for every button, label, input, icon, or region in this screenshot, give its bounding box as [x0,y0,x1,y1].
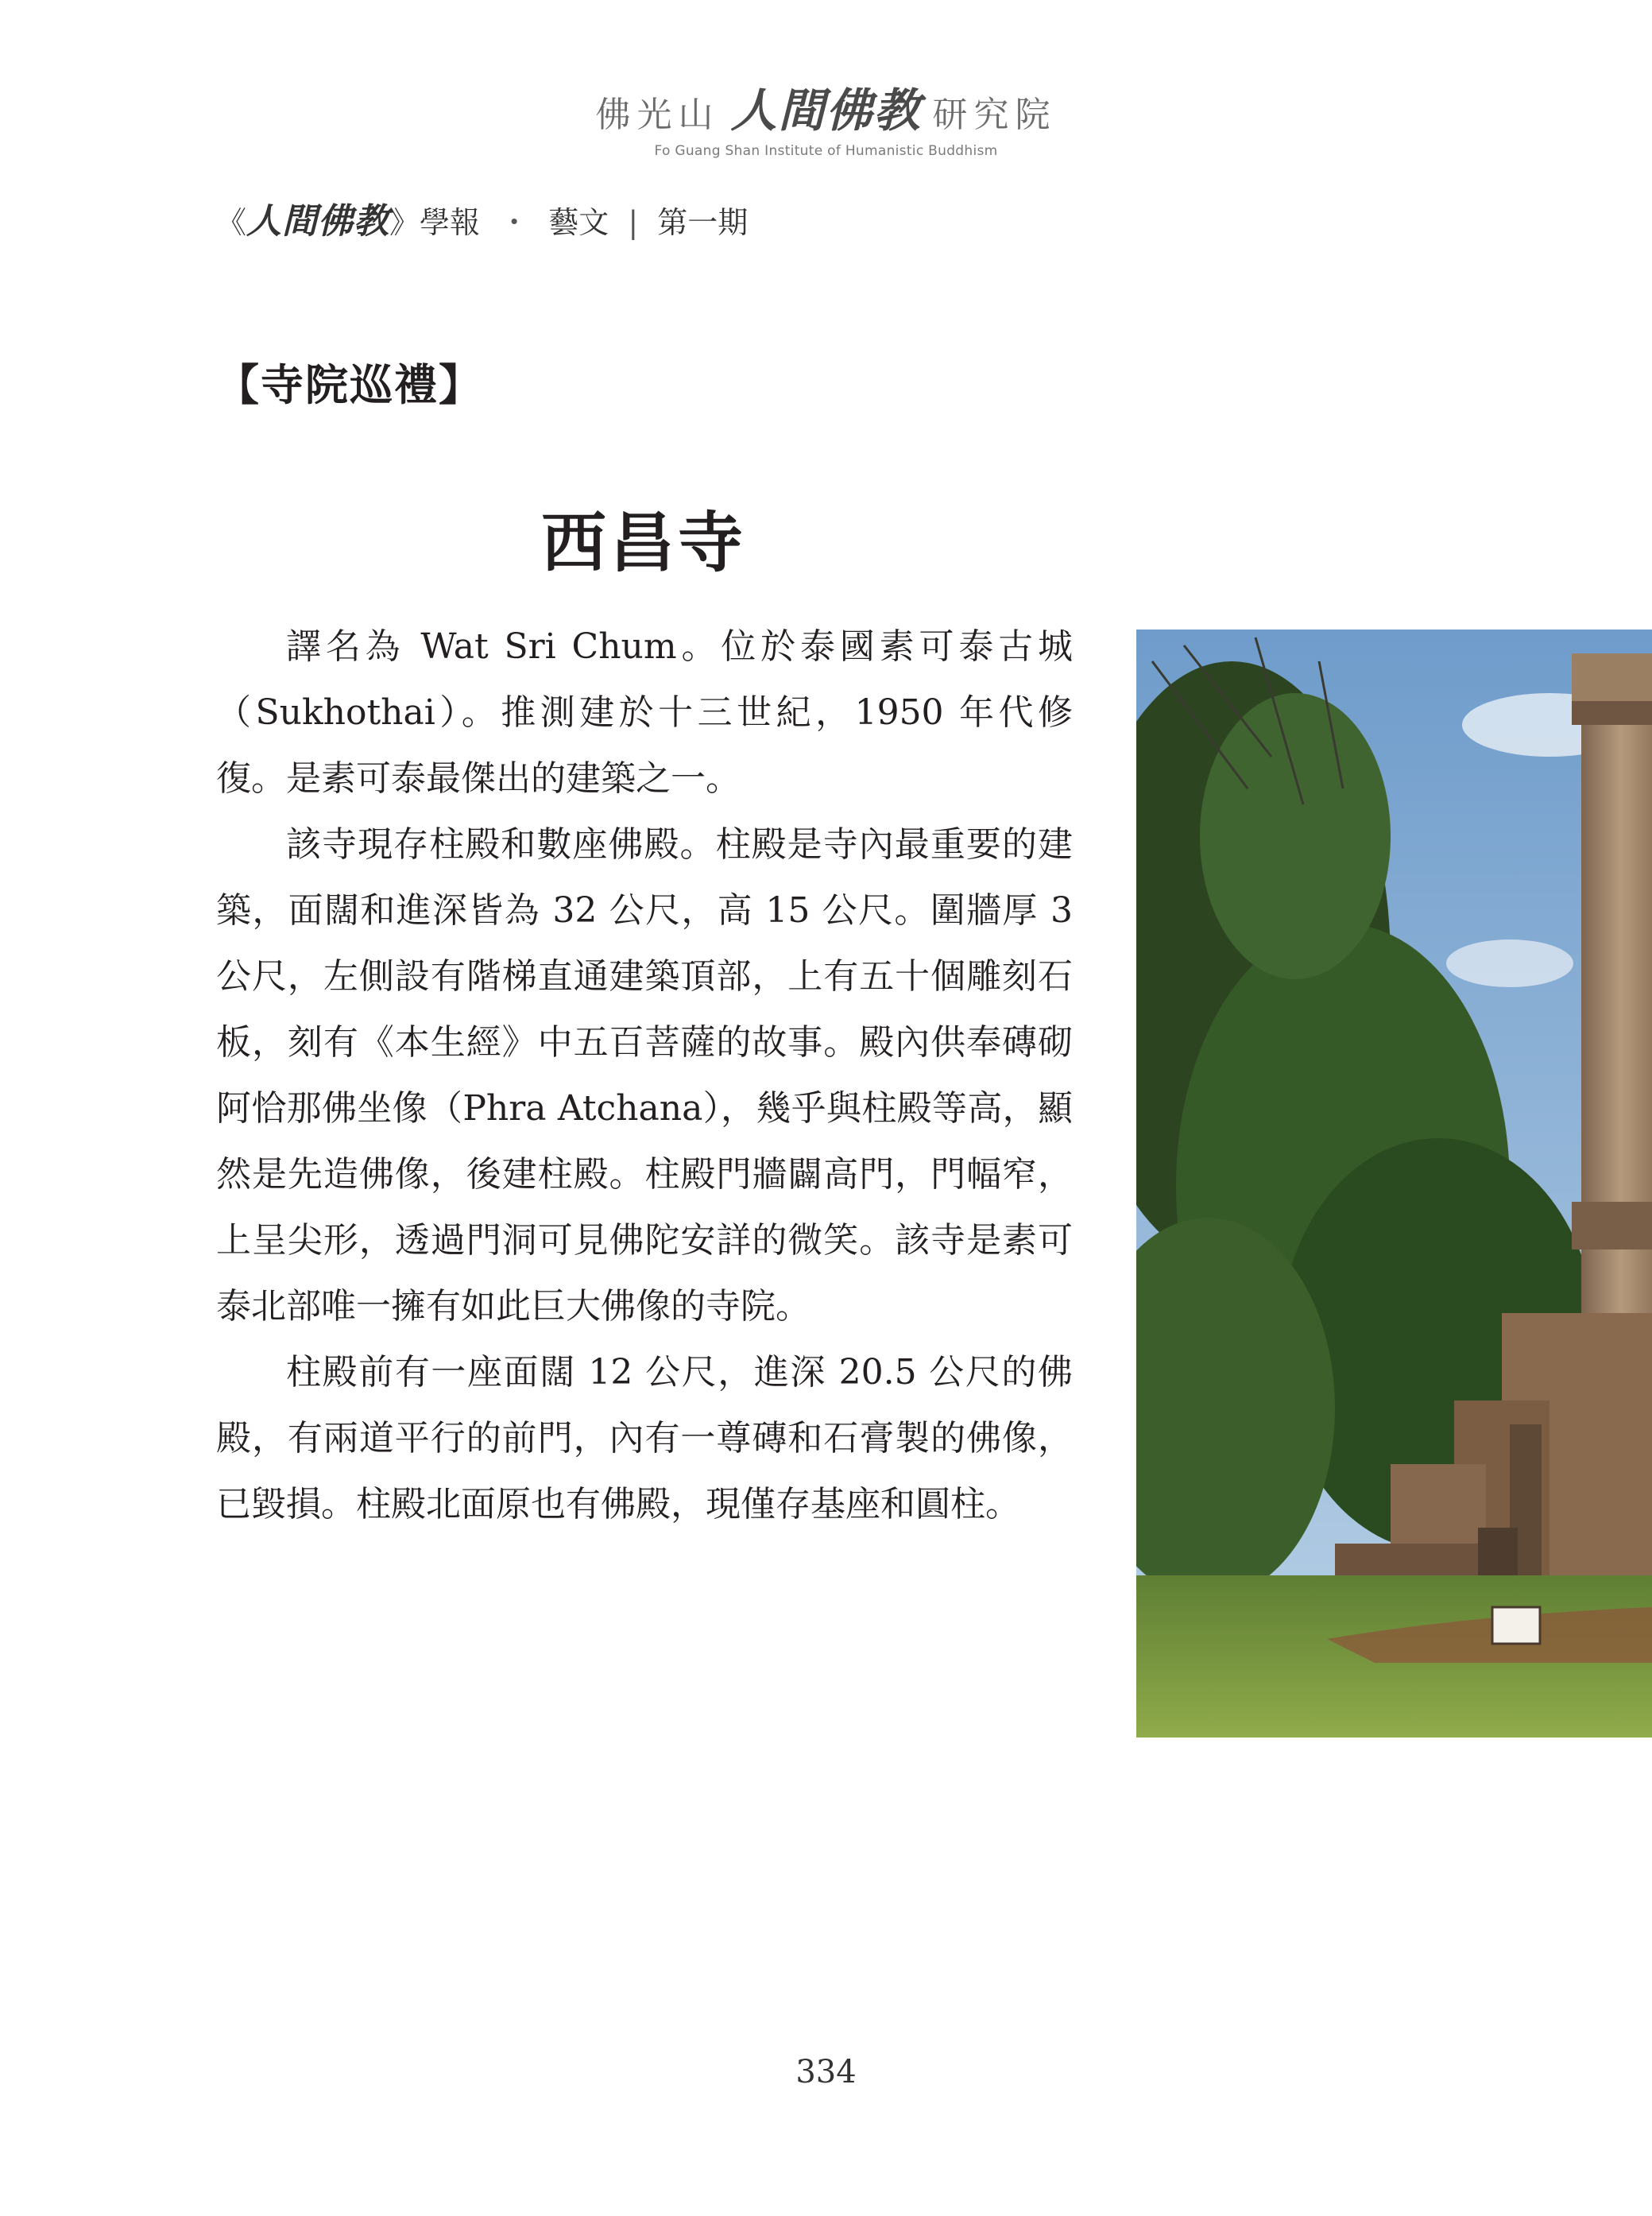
paragraph-2: 該寺現存柱殿和數座佛殿。柱殿是寺內最重要的建築，面闊和進深皆為 32 公尺，高 15 公尺。圍牆厚 3 公尺，左側設有階梯直通建築頂部，上有五十個雕刻石板，刻有《本生經》中五百菩薩的故事。殿內供奉磚砌阿恰那佛坐像（Phra Atchana），幾乎與柱殿等高，顯然是先造佛像，後建柱殿。柱殿門牆闢高門，門幅窄，上呈尖形，透過門洞可見佛陀安詳的微笑。該寺是素可泰北部唯一擁有如此巨大佛像的寺院。 [216,824,1073,1327]
info-sign [1492,1607,1540,1644]
journal-brand: 人間佛教 [246,201,390,242]
paragraph-1: 譯名為 Wat Sri Chum。位於泰國素可泰古城（Sukhothai）。推測建於十三世紀，1950 年代修復。是素可泰最傑出的建築之一。 [216,626,1073,799]
journal-running-head [216,192,748,243]
journal-open-bracket: 《 [216,205,247,240]
temple-photo [1136,630,1652,1738]
logo-org-suffix: 研究院 [932,95,1057,135]
journal-issue: 第一期 [657,205,749,240]
logo-english-name: Fo Guang Shan Institute of Humanistic Buddhism [654,143,998,159]
page-title: 西昌寺 [540,505,746,581]
journal-dot: ・ [499,205,530,240]
section-tag: 【寺院巡禮】 [216,359,483,410]
paragraph-3: 柱殿前有一座面闊 12 公尺，進深 20.5 公尺的佛殿，有兩道平行的前門，內有一尊磚和石膏製的佛像，已毀損。柱殿北面原也有佛殿，現僅存基座和圓柱。 [216,1352,1073,1524]
journal-section: 藝文 [548,205,609,240]
cloud [1446,939,1573,987]
journal-divider: | [628,205,639,240]
institute-logo [0,73,1652,159]
journal-close-bracket: 》 [389,205,420,240]
page-number: 334 [795,2054,857,2090]
article-body [216,614,1073,1537]
logo-org-prefix: 佛光山 [595,95,720,135]
temple-photo-illustration [1136,630,1652,1738]
journal-name-suffix: 學報 [420,205,481,240]
logo-org-brand: 人間佛教 [730,83,922,138]
